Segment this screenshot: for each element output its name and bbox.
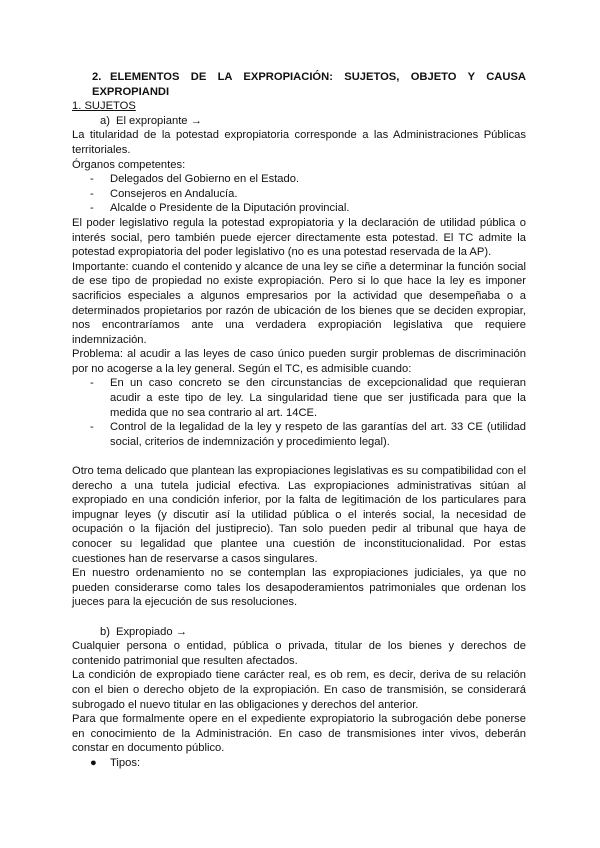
list-item: - Alcalde o Presidente de la Diputación provincial. [90, 202, 350, 215]
paragraph: Importante: cuando el contenido y alcance de una ley se ciñe a determinar la función social de ese tipo de propiedad no existe expropiación. Pero si lo que hace la ley es imponer sacrificios especiales a algunos empresarios por la actividad que desempeñaba o a determinados propietarios por razón de ubicación de los bienes que se deciden expropiar, nos encontraríamos ante una verdadera expropiación legislativa que requiere indemnización. [72, 260, 526, 346]
paragraph: La titularidad de la potestad expropiatoria corresponde a las Administraciones Públicas territoriales. [72, 129, 526, 156]
list-item: - Control de la legalidad de la ley y respeto de las garantías del art. 33 CE (utilidad social, criterios de indemnización y procedimiento legal). [90, 421, 526, 448]
heading-number: 2. [92, 71, 102, 83]
subsection-expropiante [72, 114, 526, 129]
subsection-label: a) [100, 114, 110, 127]
paragraph: Problema: al acudir a las leyes de caso único pueden surgir problemas de discriminación por no acogerse a la ley general. Según el TC, es admisible cuando: [72, 348, 526, 375]
organos-list [72, 172, 526, 216]
tipos-label: Tipos: [110, 756, 141, 769]
list-item: - En un caso concreto se den circunstancias de excepcionalidad que requieran acudir a este tipo de ley. La singularidad tiene que ser justificada para que la medida que no sea contrario al art. 14CE. [90, 377, 526, 419]
subsection-title: El expropiante → [116, 114, 202, 127]
tipos-bullet [72, 756, 526, 771]
bullet-icon: ● [90, 756, 97, 769]
paragraph: Otro tema delicado que plantean las expropiaciones legislativas es su compatibilidad con el derecho a una tutela judicial efectiva. Las expropiaciones administrativas sitúan al expropiado en una condición inferior, por la falta de legitimación de los particulares para impugnar leyes (y discutir así la utilidad pública o el interés social, la necesidad de ocupación o la fijación del justiprecio). Tan solo pueden pedir al tribunal que haya de conocer su legalidad que plantee una cuestión de inconstitucionalidad. Por estas cuestiones han de reservarse a casos singulares. [72, 465, 526, 565]
conditions-list [72, 376, 526, 449]
paragraph: Cualquier persona o entidad, pública o privada, titular de los bienes y derechos de contenido patrimonial que resulten afectados. [72, 640, 526, 667]
list-item: - Delegados del Gobierno en el Estado. [90, 173, 300, 186]
paragraph: Para que formalmente opere en el expediente expropiatorio la subrogación debe ponerse en conocimiento de la Administración. En caso de transmisiones inter vivos, deberán constar en documento público. [72, 713, 526, 755]
subsection-label: b) [100, 625, 110, 638]
paragraph: La condición de expropiado tiene carácter real, es ob rem, es decir, deriva de su relación con el bien o derecho objeto de la expropiación. En caso de transmisión, se considerará subrogado el nuevo titular en las obligaciones y derechos del anterior. [72, 669, 526, 711]
paragraph: En nuestro ordenamiento no se contemplan las expropiaciones judiciales, ya que no pueden considerarse como tales los desapoderamientos patrimoniales que ordenan los jueces para la ejecución de sus resoluciones. [72, 567, 526, 609]
subsection-expropiado [72, 625, 526, 640]
paragraph: Órganos competentes: [72, 158, 186, 171]
subsection-title: Expropiado → [116, 625, 187, 638]
paragraph: El poder legislativo regula la potestad expropiatoria y la declaración de utilidad pública o interés social, pero también puede ejercer directamente esta potestad. El TC admite la potestad expropiatoria del poder legislativo (no es una potestad reservada de la AP). [72, 216, 526, 259]
section-title-sujetos: 1. SUJETOS [72, 100, 136, 113]
list-item: - Consejeros en Andalucía. [90, 187, 238, 200]
section-heading [72, 70, 526, 99]
heading-title: ELEMENTOS DE LA EXPROPIACIÓN: SUJETOS, OBJETO Y CAUSA EXPROPIANDI [92, 71, 526, 98]
document-page [72, 70, 526, 771]
